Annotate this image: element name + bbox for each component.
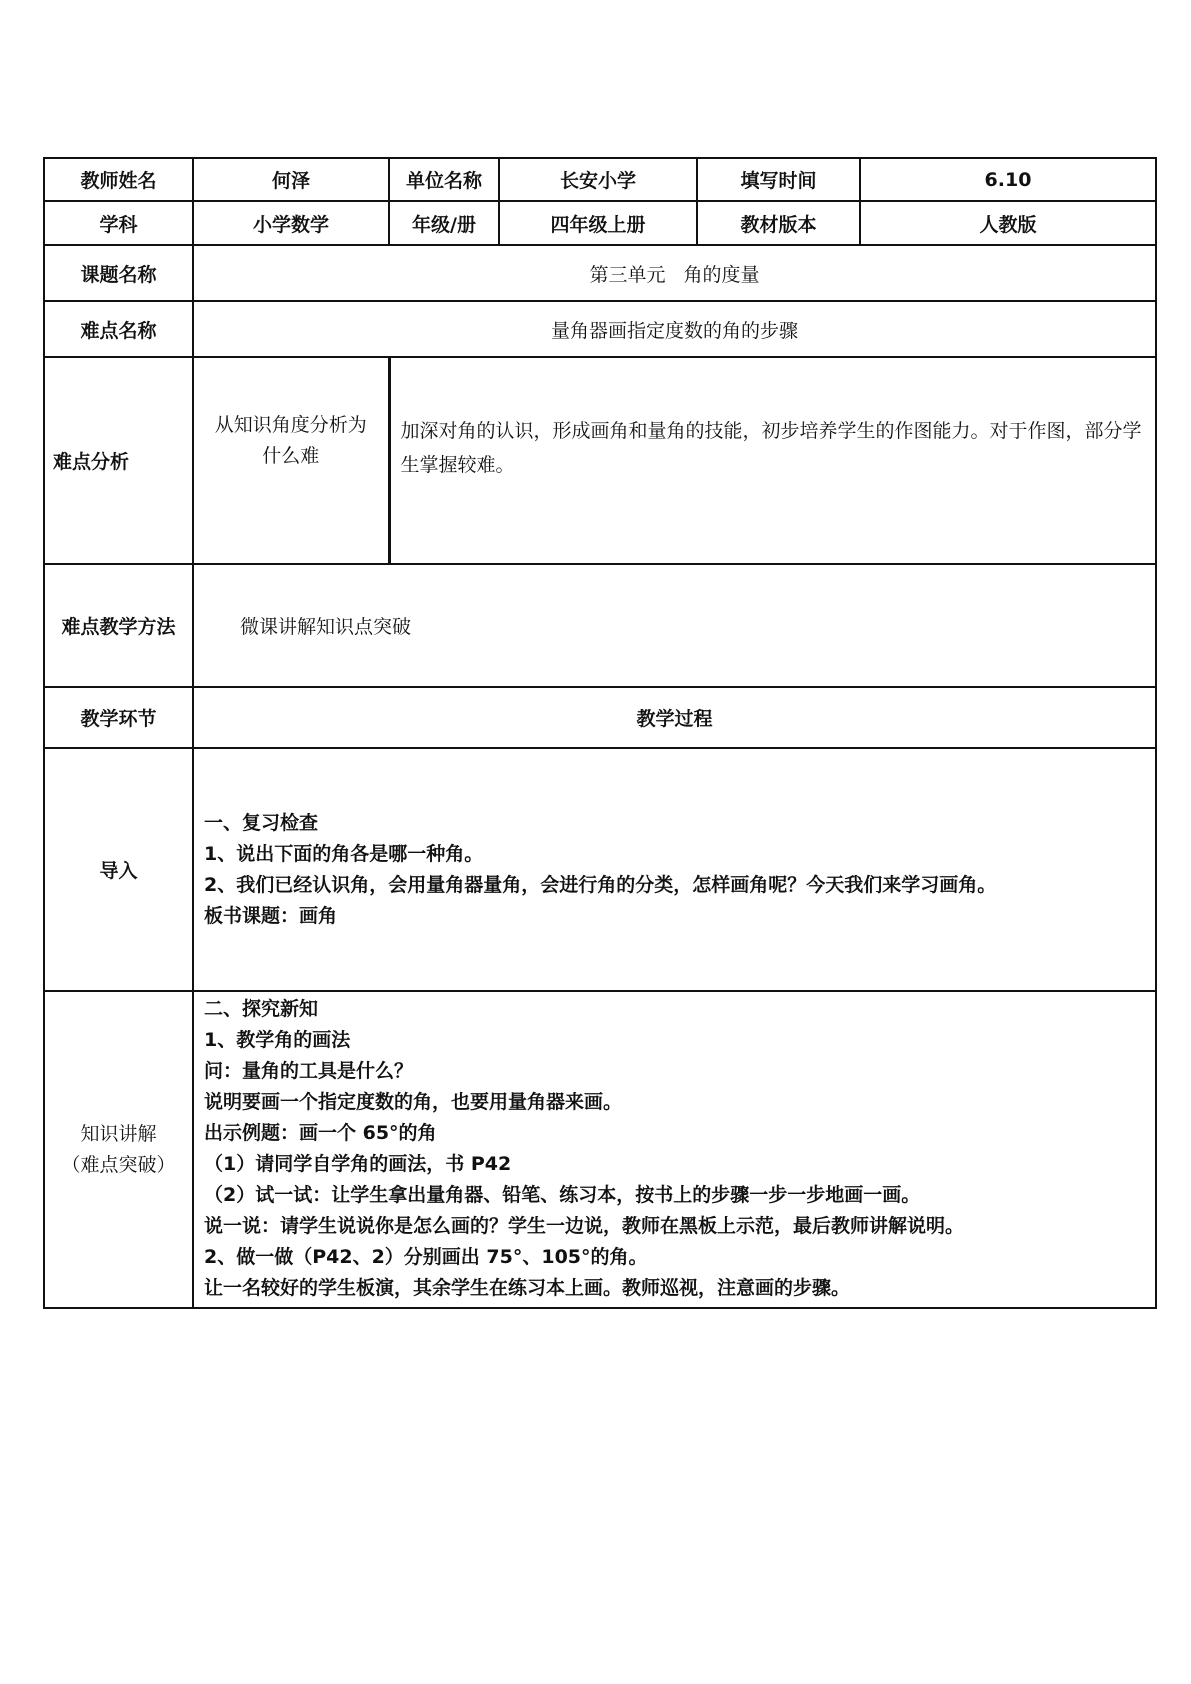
knowledge-line: 说一说：请学生说说你是怎么画的？学生一边说，教师在黑板上示范，最后教师讲解说明。	[204, 1215, 965, 1237]
lesson-plan-sheet	[43, 157, 1155, 1309]
knowledge-line: 说明要画一个指定度数的角，也要用量角器来画。	[204, 1091, 623, 1113]
knowledge-line: （2）试一试：让学生拿出量角器、铅笔、练习本，按书上的步骤一步一步地画一画。	[204, 1184, 921, 1206]
date-value: 6.10	[860, 158, 1156, 201]
knowledge-line: 二、探究新知	[204, 998, 319, 1020]
knowledge-line: 2、做一做（P42、2）分别画出 75°、105°的角。	[204, 1246, 648, 1268]
knowledge-line: 出示例题：画一个 65°的角	[204, 1122, 437, 1144]
knowledge-label-line-2: （难点突破）	[61, 1153, 176, 1176]
intro-line: 2、我们已经认识角，会用量角器量角，会进行角的分类，怎样画角呢？今天我们来学习画角。	[204, 873, 997, 896]
date-label: 填写时间	[697, 158, 860, 201]
subject-value: 小学数学	[193, 201, 389, 245]
info-row-2	[44, 201, 1156, 245]
knowledge-content	[193, 991, 1156, 1308]
grade-value: 四年级上册	[499, 201, 697, 245]
intro-label: 导入	[44, 748, 193, 991]
knowledge-line: 1、教学角的画法	[204, 1029, 351, 1051]
process-title: 教学过程	[193, 687, 1156, 748]
analysis-label: 难点分析	[44, 357, 193, 564]
teacher-value: 何泽	[193, 158, 389, 201]
difficulty-label: 难点名称	[44, 301, 193, 357]
analysis-sub-label-line-1: 从知识角度分析为	[214, 413, 367, 436]
knowledge-line: 让一名较好的学生板演，其余学生在练习本上画。教师巡视，注意画的步骤。	[204, 1277, 851, 1299]
lesson-plan-table	[43, 157, 1157, 1309]
difficulty-row	[44, 301, 1156, 357]
info-row-1	[44, 158, 1156, 201]
intro-row	[44, 748, 1156, 991]
intro-line: 板书课题：画角	[204, 904, 338, 927]
analysis-row	[44, 357, 1156, 564]
knowledge-row	[44, 991, 1156, 1308]
difficulty-value: 量角器画指定度数的角的步骤	[193, 301, 1156, 357]
process-header-row	[44, 687, 1156, 748]
method-label: 难点教学方法	[44, 564, 193, 687]
intro-line: 一、复习检查	[204, 811, 319, 834]
knowledge-line: 问：量角的工具是什么？	[204, 1060, 414, 1082]
intro-line: 1、说出下面的角各是哪一种角。	[204, 842, 484, 865]
analysis-text: 加深对角的认识，形成画角和量角的技能，初步培养学生的作图能力。对于作图，部分学生掌握较难。	[389, 357, 1156, 564]
method-row	[44, 564, 1156, 687]
analysis-sub-label-line-2: 什么难	[262, 444, 320, 467]
knowledge-label	[44, 991, 193, 1308]
intro-content	[193, 748, 1156, 991]
knowledge-label-line-1: 知识讲解	[80, 1122, 157, 1145]
method-value: 微课讲解知识点突破	[193, 564, 1156, 687]
process-stage-label: 教学环节	[44, 687, 193, 748]
unit-value: 长安小学	[499, 158, 697, 201]
teacher-label: 教师姓名	[44, 158, 193, 201]
analysis-sub-label	[193, 357, 389, 564]
topic-label: 课题名称	[44, 245, 193, 301]
grade-label: 年级/册	[389, 201, 499, 245]
subject-label: 学科	[44, 201, 193, 245]
edition-label: 教材版本	[697, 201, 860, 245]
edition-value: 人教版	[860, 201, 1156, 245]
unit-label: 单位名称	[389, 158, 499, 201]
knowledge-line: （1）请同学自学角的画法，书 P42	[204, 1153, 512, 1175]
topic-row	[44, 245, 1156, 301]
topic-value: 第三单元 角的度量	[193, 245, 1156, 301]
